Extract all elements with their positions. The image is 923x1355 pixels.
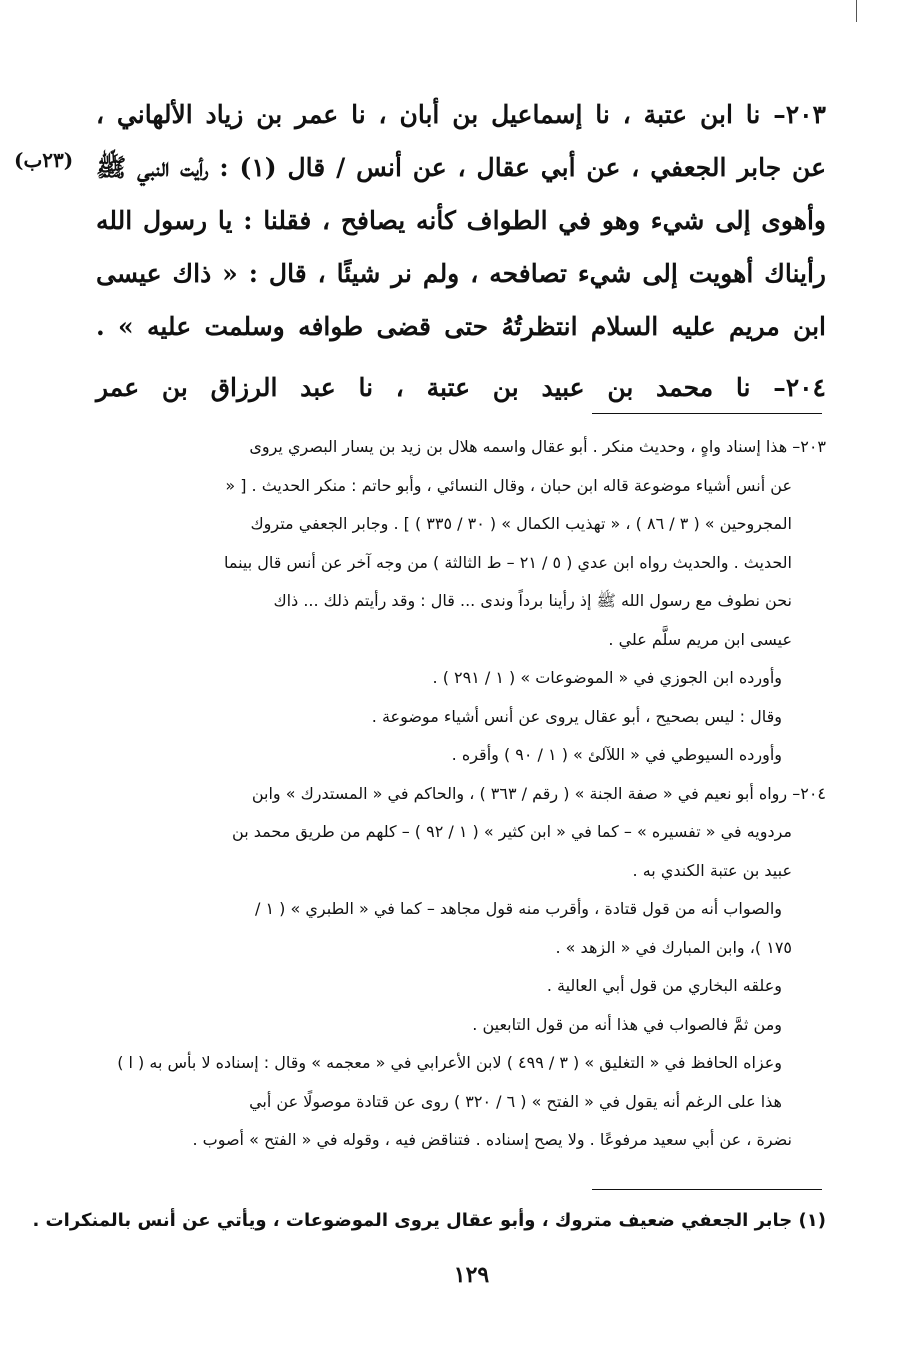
note-line: وعلقه البخاري من قول أبي العالية . xyxy=(546,976,782,995)
note-line: والصواب أنه من قول قتادة ، وأقرب منه قول مجاهد – كما في « الطبري » ( ١ / xyxy=(254,899,782,918)
commentary-notes xyxy=(96,428,826,1160)
footnote-separator-rule xyxy=(592,1189,822,1190)
main-line: ٢٠٤– نا محمد بن عبيد بن عتبة ، نا عبد الرزاق بن عمر xyxy=(96,373,826,402)
note-line: وقال : ليس بصحيح ، أبو عقال يروى عن أنس أشياء موضوعة . xyxy=(371,706,782,726)
note-line: وأورده ابن الجوزي في « الموضوعات » ( ١ / ٢٩١ ) . xyxy=(432,668,782,687)
note-line: ٢٠٤– رواه أبو نعيم في « صفة الجنة » ( رقم / ٣٦٣ ) ، والحاكم في « المستدرك » وابن xyxy=(251,783,826,803)
note-line: ٢٠٣– هذا إسناد واهٍ ، وحديث منكر . أبو عقال واسمه هلال بن زيد بن يسار البصري يروى xyxy=(249,437,826,456)
main-line: ٢٠٣– نا ابن عتبة ، نا إسماعيل بن أبان ، نا عمر بن زياد الألهاني ، xyxy=(96,100,826,129)
main-line: عن جابر الجعفي ، عن أبي عقال ، عن أنس / قال (١) : رأيت النبي ﷺ xyxy=(96,153,826,182)
main-line: وأهوى إلى شيء وهو في الطواف كأنه يصافح ، فقلنا : يا رسول الله xyxy=(96,206,826,235)
note-line: هذا على الرغم أنه يقول في « الفتح » ( ٦ / ٣٢٠ ) روى عن قتادة موصولًا عن أبي xyxy=(249,1091,782,1111)
note-line: مردويه في « تفسيره » – كما في « ابن كثير » ( ١ / ٩٢ ) – كلهم من طريق محمد بن xyxy=(232,822,792,841)
margin-folio-note: (٢٣ب) xyxy=(14,148,74,172)
note-line: ١٧٥ )، وابن المبارك في « الزهد » . xyxy=(555,937,792,957)
main-text-block xyxy=(96,88,826,414)
note-line: عبيد بن عتبة الكندي به . xyxy=(632,860,792,880)
note-line: وأورده السيوطي في « اللآلئ » ( ١ / ٩٠ ) وأقره . xyxy=(451,745,782,764)
note-line: عيسى ابن مريم سلَّم علي . xyxy=(608,629,792,649)
main-line: ابن مريم عليه السلام انتظرتُهُ حتى قضى طوافه وسلمت عليه » . xyxy=(96,312,826,341)
note-line: ومن ثمَّ فالصواب في هذا أنه من قول التابعين . xyxy=(472,1014,782,1034)
note-line: المجروحين » ( ٣ / ٨٦ ) ، « تهذيب الكمال » ( ٣٠ / ٣٣٥ ) ] . وجابر الجعفي متروك xyxy=(250,514,792,533)
notes-separator-rule xyxy=(592,413,822,414)
footnote: (١) جابر الجعفي ضعيف متروك ، وأبو عقال يروى الموضوعات ، ويأتي عن أنس بالمنكرات . xyxy=(32,1210,826,1231)
note-line: الحديث . والحديث رواه ابن عدي ( ٥ / ٢١ – ط الثالثة ) من وجه آخر عن أنس قال بينما xyxy=(223,552,792,572)
scan-edge-mark xyxy=(856,0,857,22)
main-line: رأيناك أهويت إلى شيء تصافحه ، ولم نر شيئًا ، قال : « ذاك عيسى xyxy=(96,259,826,288)
note-line: عن أنس أشياء موضوعة قاله ابن حبان ، وقال النسائي ، وأبو حاتم : منكر الحديث . [ « xyxy=(225,475,792,495)
note-line: وعزاه الحافظ في « التغليق » ( ٣ / ٤٩٩ ) لابن الأعرابي في « معجمه » وقال : إسناده لا بأس به ( ا ) xyxy=(117,1053,782,1072)
note-line: نضرة ، عن أبي سعيد مرفوعًا . ولا يصح إسناده . فتناقض فيه ، وقوله في « الفتح » أصوب . xyxy=(192,1130,792,1149)
note-line: نحن نطوف مع رسول الله ﷺ إذ رأينا برداً وندى ... قال : وقد رأيتم ذلك ... ذاك xyxy=(273,591,792,610)
page-number: ١٢٩ xyxy=(453,1262,490,1288)
